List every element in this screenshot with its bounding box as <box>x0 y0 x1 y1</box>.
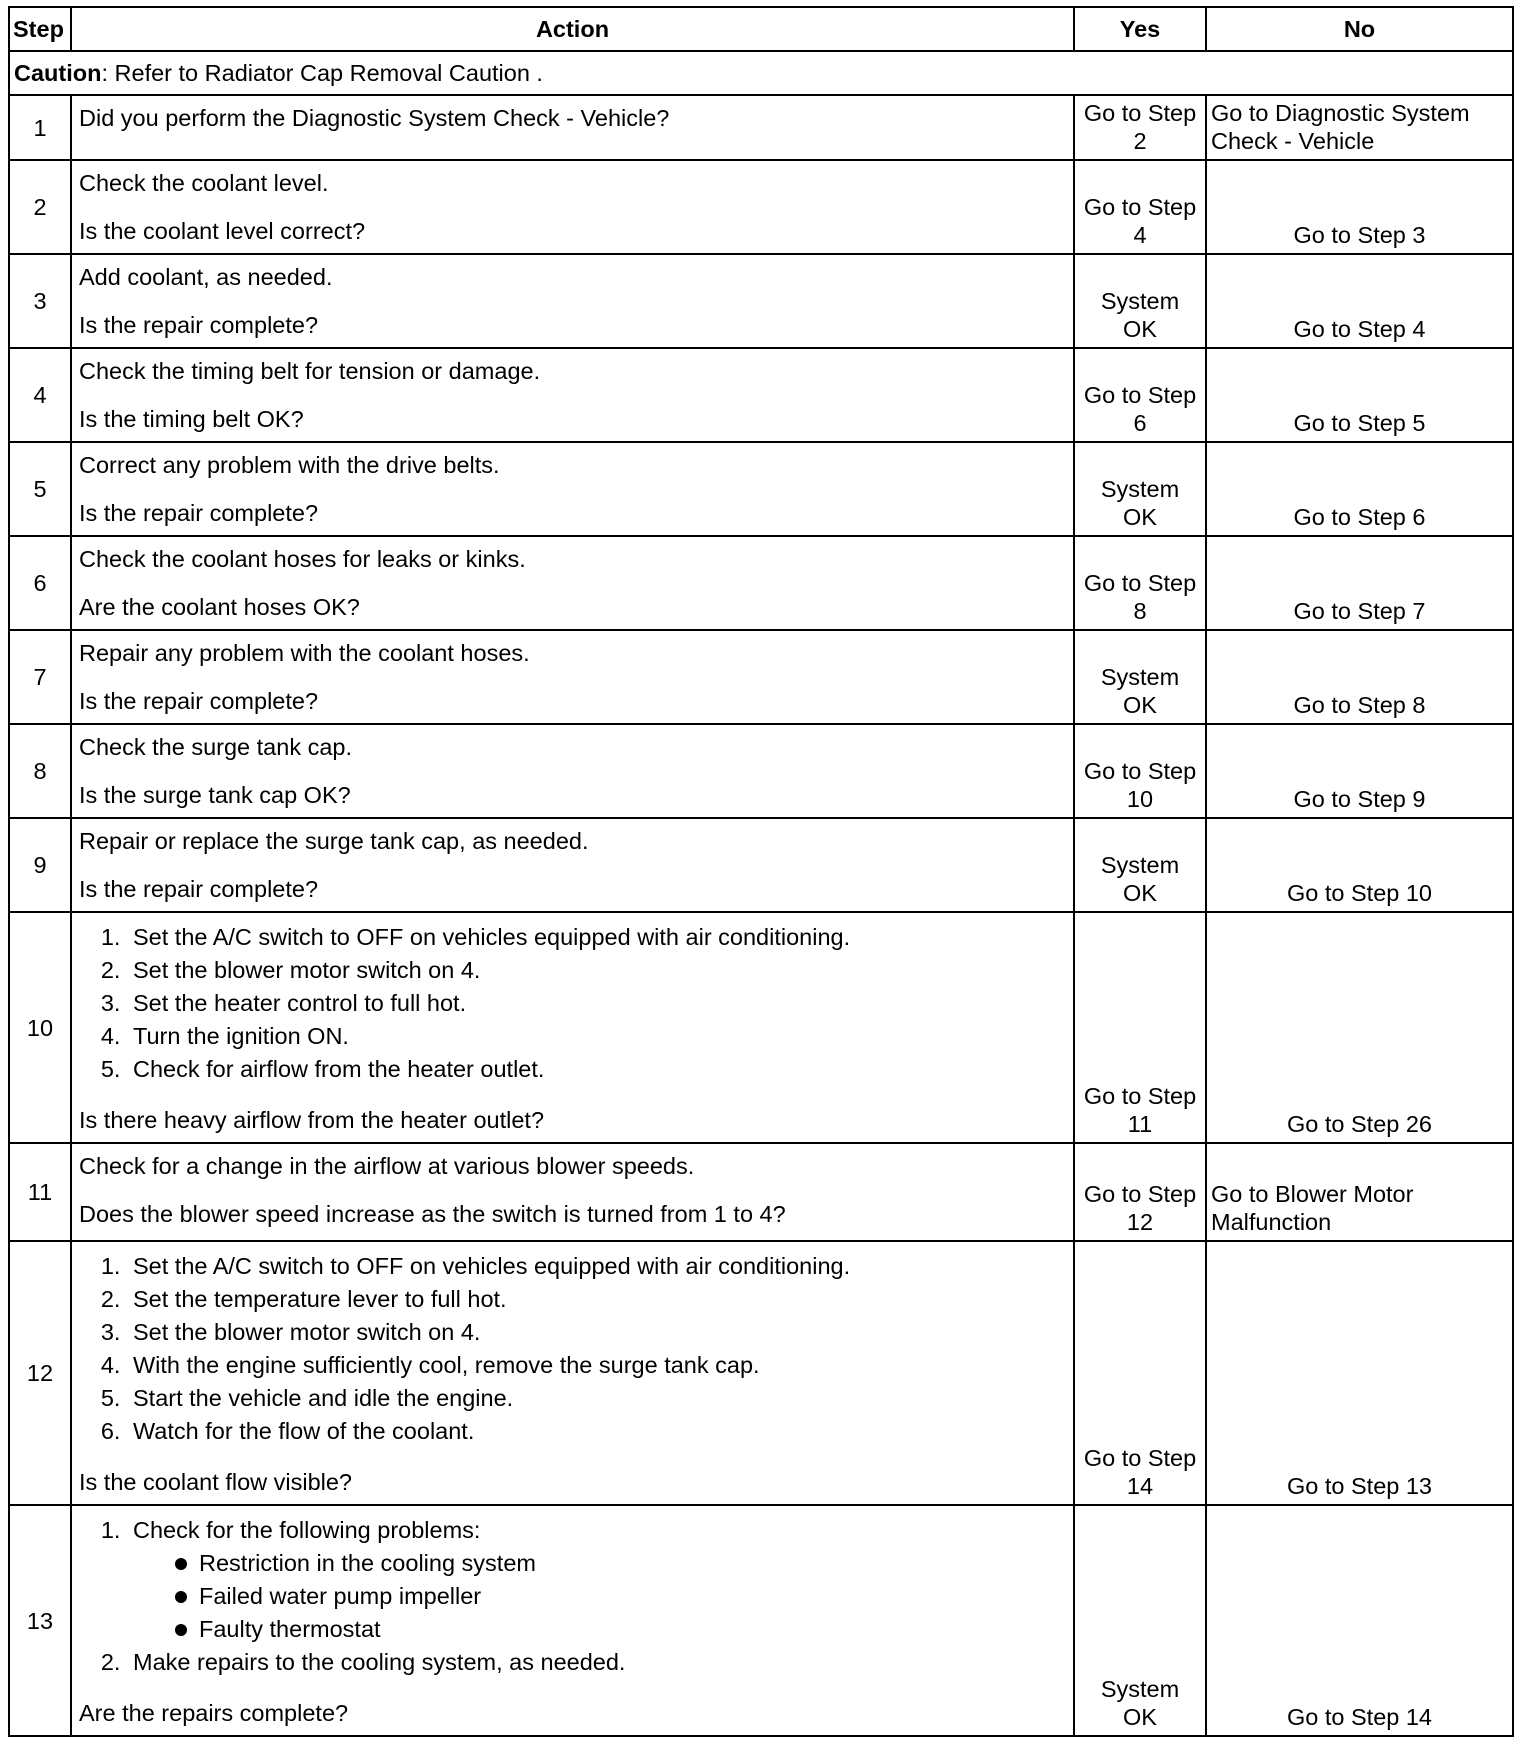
yes-text: Go to Step <box>1083 194 1197 220</box>
header-step: Step <box>9 7 71 51</box>
yes-step: 11 <box>1127 1111 1153 1137</box>
question-text: Does the blower speed increase as the switch is turned from 1 to 4? <box>79 1201 786 1227</box>
yes-step: 12 <box>1126 1209 1154 1235</box>
list-item: 2. Make repairs to the cooling system, as needed. <box>127 1646 1066 1679</box>
step-number: 2 <box>9 160 71 254</box>
step-number: 11 <box>9 1143 71 1241</box>
action-cell <box>71 912 1074 1143</box>
step-number: 5 <box>9 442 71 536</box>
no-cell: Go to Step 14 <box>1206 1505 1513 1736</box>
table-row <box>9 160 1513 254</box>
yes-text: Go to Step <box>1083 100 1197 126</box>
no-text-cont: Check - Vehicle <box>1211 128 1375 154</box>
no-cell: Go to Step 8 <box>1206 630 1513 724</box>
yes-text: System <box>1100 1676 1180 1702</box>
table-row <box>9 95 1513 160</box>
yes-text: System <box>1100 476 1180 502</box>
no-cell <box>1206 1143 1513 1241</box>
yes-step: 8 <box>1133 598 1147 624</box>
table-row <box>9 442 1513 536</box>
no-cell: Go to Step 6 <box>1206 442 1513 536</box>
step-number: 4 <box>9 348 71 442</box>
question-text: Is the repair complete? <box>79 876 319 902</box>
yes-step: OK <box>1123 692 1157 718</box>
step-number: 10 <box>9 912 71 1143</box>
yes-cell <box>1074 536 1206 630</box>
header-action: Action <box>71 7 1074 51</box>
list-item: 4. Turn the ignition ON. <box>127 1020 1066 1053</box>
yes-cell <box>1074 254 1206 348</box>
yes-cell <box>1074 1241 1206 1505</box>
action-text: Check the timing belt for tension or damage. <box>79 358 541 384</box>
procedure-list <box>79 1250 1066 1448</box>
table-row <box>9 1505 1513 1736</box>
table-row <box>9 254 1513 348</box>
action-cell <box>71 818 1074 912</box>
problem-bullet-list <box>133 1547 1066 1646</box>
yes-text: System <box>1100 852 1180 878</box>
procedure-list <box>79 921 1066 1086</box>
step-number: 12 <box>9 1241 71 1505</box>
action-cell <box>71 442 1074 536</box>
header-yes: Yes <box>1074 7 1206 51</box>
step-number: 9 <box>9 818 71 912</box>
no-cell: Go to Step 13 <box>1206 1241 1513 1505</box>
table-row <box>9 1143 1513 1241</box>
list-item: 6. Watch for the flow of the coolant. <box>127 1415 1066 1448</box>
yes-text: Go to Step <box>1083 382 1197 408</box>
yes-step: 2 <box>1133 128 1147 154</box>
table-row <box>9 912 1513 1143</box>
caution-text: : Refer to Radiator Cap Removal Caution . <box>101 60 543 86</box>
no-cell: Go to Step 5 <box>1206 348 1513 442</box>
header-no: No <box>1206 7 1513 51</box>
action-cell <box>71 1241 1074 1505</box>
yes-cell <box>1074 912 1206 1143</box>
yes-text: Go to Step <box>1083 1083 1197 1109</box>
yes-text: Go to Step <box>1083 1181 1197 1207</box>
action-cell <box>71 1143 1074 1241</box>
question-text: Is the timing belt OK? <box>79 406 304 432</box>
action-cell <box>71 1505 1074 1736</box>
bullet-item: Restriction in the cooling system <box>173 1547 1066 1580</box>
table-row <box>9 1241 1513 1505</box>
step-number: 13 <box>9 1505 71 1736</box>
question-text: Is the repair complete? <box>79 312 319 338</box>
yes-step: 4 <box>1133 222 1147 248</box>
caution-cell <box>9 51 1513 95</box>
question-text: Are the repairs complete? <box>79 1700 349 1726</box>
list-item: 5. Start the vehicle and idle the engine. <box>127 1382 1066 1415</box>
action-text: Check the coolant level. <box>79 170 329 196</box>
question-text: Is the repair complete? <box>79 500 319 526</box>
list-item: 2. Set the temperature lever to full hot. <box>127 1283 1066 1316</box>
action-cell <box>71 724 1074 818</box>
action-text: Repair or replace the surge tank cap, as needed. <box>79 828 589 854</box>
no-cell <box>1206 95 1513 160</box>
yes-step: 14 <box>1126 1473 1154 1499</box>
header-row <box>9 7 1513 51</box>
question-text: Are the coolant hoses OK? <box>79 594 360 620</box>
caution-row <box>9 51 1513 95</box>
bullet-item: Faulty thermostat <box>173 1613 1066 1646</box>
list-item: 5. Check for airflow from the heater outlet. <box>127 1053 1066 1086</box>
yes-step: OK <box>1123 880 1157 906</box>
step-number: 3 <box>9 254 71 348</box>
action-cell <box>71 95 1074 160</box>
yes-cell <box>1074 630 1206 724</box>
caution-label: Caution <box>14 60 102 86</box>
yes-cell <box>1074 1143 1206 1241</box>
action-cell <box>71 536 1074 630</box>
yes-cell <box>1074 95 1206 160</box>
question-text: Is there heavy airflow from the heater outlet? <box>79 1107 545 1133</box>
question-text: Is the coolant level correct? <box>79 218 366 244</box>
action-cell <box>71 348 1074 442</box>
question-text: Is the repair complete? <box>79 688 319 714</box>
yes-step: 10 <box>1126 786 1154 812</box>
table-row <box>9 818 1513 912</box>
list-item: 4. With the engine sufficiently cool, remove the surge tank cap. <box>127 1349 1066 1382</box>
table-row <box>9 630 1513 724</box>
no-cell: Go to Step 3 <box>1206 160 1513 254</box>
yes-cell <box>1074 442 1206 536</box>
question-text: Is the surge tank cap OK? <box>79 782 351 808</box>
no-text: Go to Blower Motor <box>1211 1181 1414 1207</box>
action-text: Add coolant, as needed. <box>79 264 333 290</box>
no-cell: Go to Step 10 <box>1206 818 1513 912</box>
table-row <box>9 724 1513 818</box>
action-text: Check the surge tank cap. <box>79 734 353 760</box>
action-cell <box>71 254 1074 348</box>
yes-cell <box>1074 348 1206 442</box>
no-text-cont: Malfunction <box>1211 1209 1332 1235</box>
action-text: Did you perform the Diagnostic System Check - Vehicle? <box>79 105 670 131</box>
action-text: Correct any problem with the drive belts. <box>79 452 500 478</box>
no-cell: Go to Step 7 <box>1206 536 1513 630</box>
yes-text: Go to Step <box>1083 758 1197 784</box>
action-cell <box>71 630 1074 724</box>
yes-cell <box>1074 818 1206 912</box>
diagnostic-table-container <box>8 6 1514 1737</box>
step-number: 7 <box>9 630 71 724</box>
yes-text: Go to Step <box>1083 1445 1197 1471</box>
action-text: Check the coolant hoses for leaks or kinks. <box>79 546 526 572</box>
no-cell: Go to Step 26 <box>1206 912 1513 1143</box>
yes-cell <box>1074 1505 1206 1736</box>
action-text: Repair any problem with the coolant hoses. <box>79 640 530 666</box>
step-number: 1 <box>9 95 71 160</box>
list-item-text: Check for the following problems: <box>133 1517 481 1543</box>
yes-text: Go to Step <box>1083 570 1197 596</box>
list-item <box>127 1514 1066 1646</box>
table-row <box>9 536 1513 630</box>
yes-step: OK <box>1123 316 1157 342</box>
list-item: 1. Set the A/C switch to OFF on vehicles equipped with air conditioning. <box>127 1250 1066 1283</box>
question-text: Is the coolant flow visible? <box>79 1469 353 1495</box>
list-item: 3. Set the heater control to full hot. <box>127 987 1066 1020</box>
table-row <box>9 348 1513 442</box>
yes-text: System <box>1100 664 1180 690</box>
yes-step: 6 <box>1133 410 1147 436</box>
no-text: Go to Diagnostic System <box>1211 100 1470 126</box>
list-item: 3. Set the blower motor switch on 4. <box>127 1316 1066 1349</box>
action-text: Check for a change in the airflow at various blower speeds. <box>79 1153 695 1179</box>
yes-cell <box>1074 724 1206 818</box>
list-item: 2. Set the blower motor switch on 4. <box>127 954 1066 987</box>
no-cell: Go to Step 9 <box>1206 724 1513 818</box>
action-cell <box>71 160 1074 254</box>
step-number: 6 <box>9 536 71 630</box>
bullet-item: Failed water pump impeller <box>173 1580 1066 1613</box>
no-cell: Go to Step 4 <box>1206 254 1513 348</box>
diagnostic-table <box>8 6 1514 1737</box>
procedure-list <box>79 1514 1066 1679</box>
yes-step: OK <box>1123 504 1157 530</box>
yes-cell <box>1074 160 1206 254</box>
list-item: 1. Set the A/C switch to OFF on vehicles equipped with air conditioning. <box>127 921 1066 954</box>
yes-text: System <box>1100 288 1180 314</box>
step-number: 8 <box>9 724 71 818</box>
yes-step: OK <box>1123 1704 1157 1730</box>
